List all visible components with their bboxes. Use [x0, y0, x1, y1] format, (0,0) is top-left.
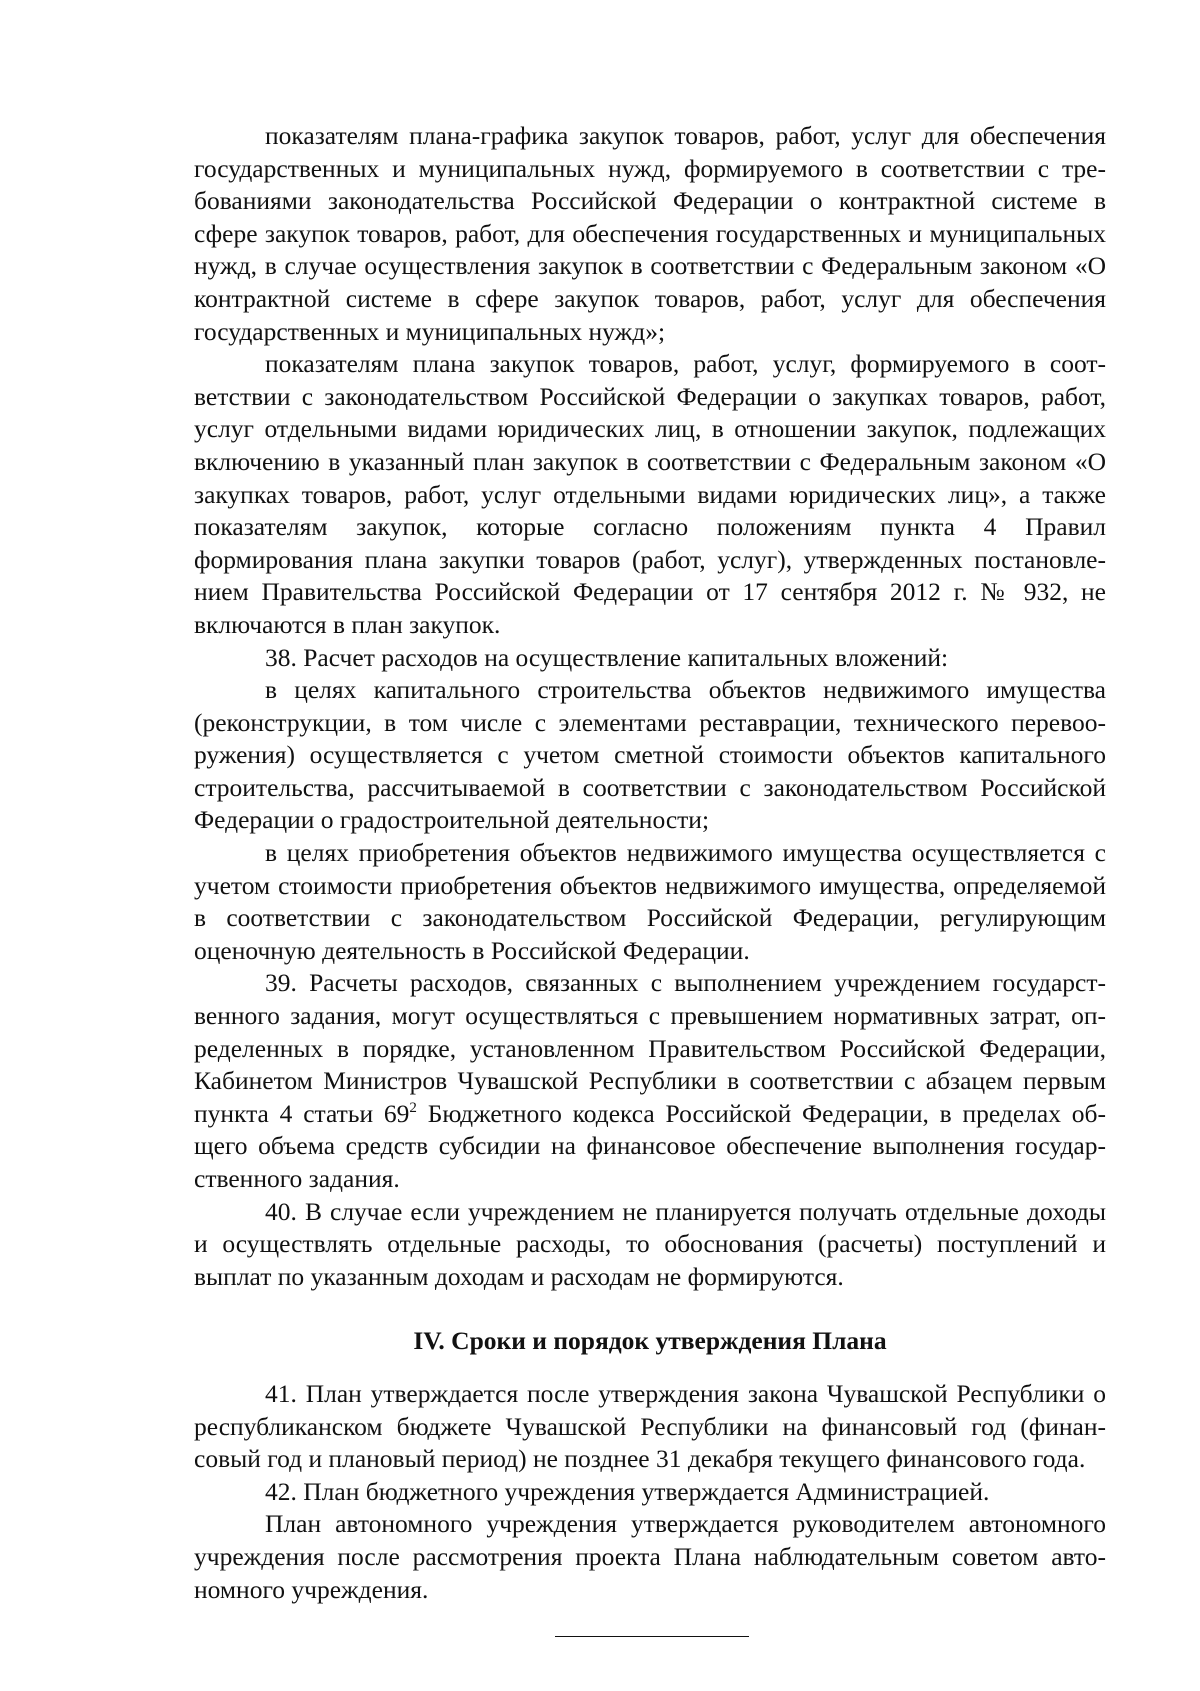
paragraph-plan-schedule-indicators: показателям плана-графика закупок товаров, работ, услуг для обеспечения государственных и муниципальных нужд, формируемого в соответствии с требованиями законодательства Российской Федерации о контрактной системе в сфере закупок товаров, работ, для обеспечения государственных и муниципальных нужд, в случае осуществления закупок в соответствии с Федеральным законом «О контрактной системе в сфере закупок товаров, работ, услуг для обеспечения государственных и муниципальных нужд»; — [194, 121, 1106, 346]
paragraph-autonomous-institution: План автономного учреждения утверждается руководителем автономного учреждения после рассмотрения проекта Плана наблюдательным советом автономного учреждения. — [194, 1509, 1106, 1604]
superscript-article-number: 2 — [409, 1099, 417, 1116]
paragraph-39 — [194, 967, 1106, 1195]
document-page — [194, 120, 1106, 1637]
paragraph-40: 40. В случае если учреждением не планируется получать отдельные доходы и осуществлять отдельные расходы, то обоснования (расчеты) поступлений и выплат по указанным доходам и расходам не формируются. — [194, 1196, 1106, 1291]
paragraph-39-text-a: 39. Расчеты расходов, связанных с выполнением учреждением государственного задания, могут осуществляться с превышением нормативных затрат, определенных в порядке, установленном Правительством Российской Федерации, Кабинетом Министров Чувашской Республики в соответствии с абзацем первым пункта 4 статьи 69 — [194, 968, 1106, 1128]
paragraph-real-estate-acquisition: в целях приобретения объектов недвижимого имущества осуществляется с учетом стоимости приобретения объектов недвижимого имущества, определяемой в соответствии с законодательством Российской Федерации, регулирующим оценочную деятельность в Российской Федерации. — [194, 838, 1106, 965]
paragraph-38: 38. Расчет расходов на осуществление капитальных вложений: — [265, 642, 949, 672]
paragraph-39-text-b: Бюджетного кодекса Российской Федерации, в пределах общего объема средств субсидии на финансовое обеспечение выполнения государственного задания. — [194, 1098, 1106, 1193]
section-heading: IV. Сроки и порядок утверждения Плана — [413, 1326, 887, 1356]
paragraph-41: 41. План утверждается после утверждения закона Чувашской Республики о республиканском бюджете Чувашской Республики на финансовый год (финансовый год и плановый период) не позднее 31 декабря текущего финансового года. — [194, 1378, 1106, 1474]
end-divider — [555, 1636, 749, 1637]
paragraph-procurement-plan-indicators: показателям плана закупок товаров, работ, услуг, формируемого в соответствии с законодательством Российской Федерации о закупках товаров, работ, услуг отдельными видами юридических лиц, в отношении закупок, подлежащих включению в указанный план закупок в соответствии с Федеральным законом «О закупках товаров, работ, услуг отдельными видами юридических лиц», а также показателям закупок, которые согласно положениям пункта 4 Правил формирования плана закупки товаров (работ, услуг), утвержденных постановлением Правительства Российской Федерации от 17 сентября 2012 г. № 932, не включаются в план закупок. — [194, 349, 1106, 639]
paragraph-42: 42. План бюджетного учреждения утверждается Администрацией. — [265, 1476, 990, 1506]
paragraph-capital-construction: в целях капитального строительства объектов недвижимого имущества (реконструкции, в том числе с элементами реставрации, технического перевооружения) осуществляется с учетом сметной стоимости объектов капитального строительства, рассчитываемой в соответствии с законодательством Российской Федерации о градостроительной деятельности; — [194, 675, 1106, 835]
